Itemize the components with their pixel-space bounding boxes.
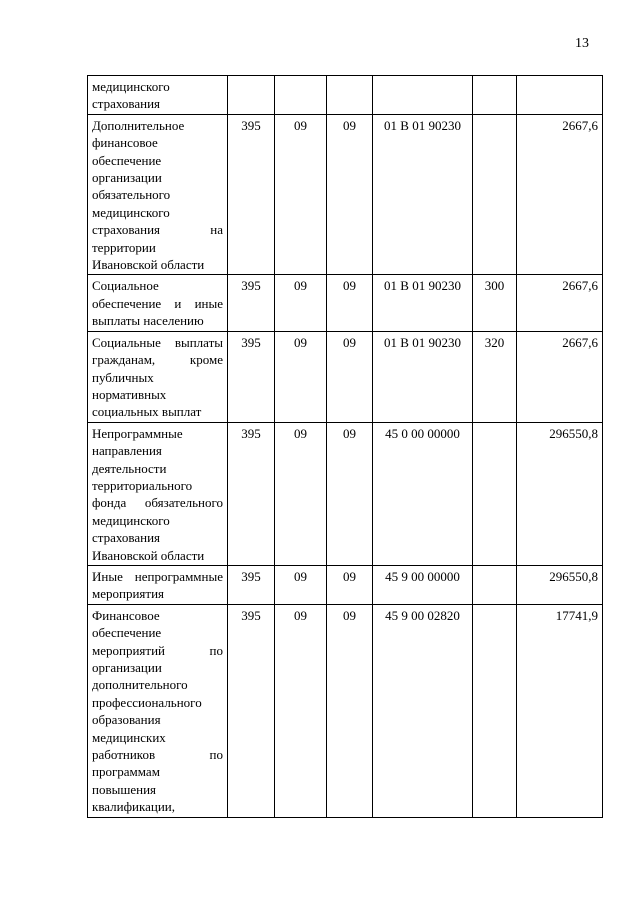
target-article [373, 76, 473, 115]
table-row [88, 76, 603, 115]
target-article: 45 0 00 00000 [373, 422, 473, 565]
expense-type [473, 604, 517, 817]
subsection-code [327, 76, 373, 115]
section-code: 09 [275, 275, 327, 331]
section-code: 09 [275, 114, 327, 275]
amount: 2667,6 [517, 331, 603, 422]
expense-type [473, 114, 517, 275]
target-article: 45 9 00 00000 [373, 565, 473, 604]
row-name: Дополнительное финансовое обеспечение организации обязательного медицинского страхования на территории Ивановской области [88, 114, 228, 275]
subsection-code: 09 [327, 565, 373, 604]
amount: 2667,6 [517, 275, 603, 331]
amount [517, 76, 603, 115]
subsection-code: 09 [327, 275, 373, 331]
row-name: Социальное обеспечение и иные выплаты населению [88, 275, 228, 331]
amount: 296550,8 [517, 565, 603, 604]
admin-code: 395 [228, 114, 275, 275]
admin-code: 395 [228, 422, 275, 565]
expense-type: 300 [473, 275, 517, 331]
target-article: 01 В 01 90230 [373, 275, 473, 331]
table-row [88, 565, 603, 604]
target-article: 01 В 01 90230 [373, 114, 473, 275]
target-article: 01 В 01 90230 [373, 331, 473, 422]
table-row [88, 275, 603, 331]
table-row [88, 331, 603, 422]
subsection-code: 09 [327, 331, 373, 422]
section-code: 09 [275, 422, 327, 565]
section-code: 09 [275, 604, 327, 817]
amount: 17741,9 [517, 604, 603, 817]
expense-type [473, 422, 517, 565]
row-name: Финансовое обеспечение мероприятий по организации дополнительного профессионального образования медицинских работников по программам повышения квалификации, [88, 604, 228, 817]
budget-table [87, 75, 603, 818]
row-name: Непрограммные направления деятельности территориального фонда обязательного медицинского страхования Ивановской области [88, 422, 228, 565]
target-article: 45 9 00 02820 [373, 604, 473, 817]
section-code [275, 76, 327, 115]
page-number: 13 [575, 36, 589, 51]
table-row [88, 114, 603, 275]
table-row [88, 422, 603, 565]
section-code: 09 [275, 331, 327, 422]
expense-type [473, 565, 517, 604]
expense-type [473, 76, 517, 115]
row-name: Иные непрограммные мероприятия [88, 565, 228, 604]
table-row [88, 604, 603, 817]
amount: 296550,8 [517, 422, 603, 565]
row-name: медицинского страхования [88, 76, 228, 115]
expense-type: 320 [473, 331, 517, 422]
admin-code [228, 76, 275, 115]
subsection-code: 09 [327, 114, 373, 275]
admin-code: 395 [228, 275, 275, 331]
admin-code: 395 [228, 565, 275, 604]
admin-code: 395 [228, 331, 275, 422]
admin-code: 395 [228, 604, 275, 817]
section-code: 09 [275, 565, 327, 604]
subsection-code: 09 [327, 422, 373, 565]
subsection-code: 09 [327, 604, 373, 817]
amount: 2667,6 [517, 114, 603, 275]
row-name: Социальные выплаты гражданам, кроме публичных нормативных социальных выплат [88, 331, 228, 422]
